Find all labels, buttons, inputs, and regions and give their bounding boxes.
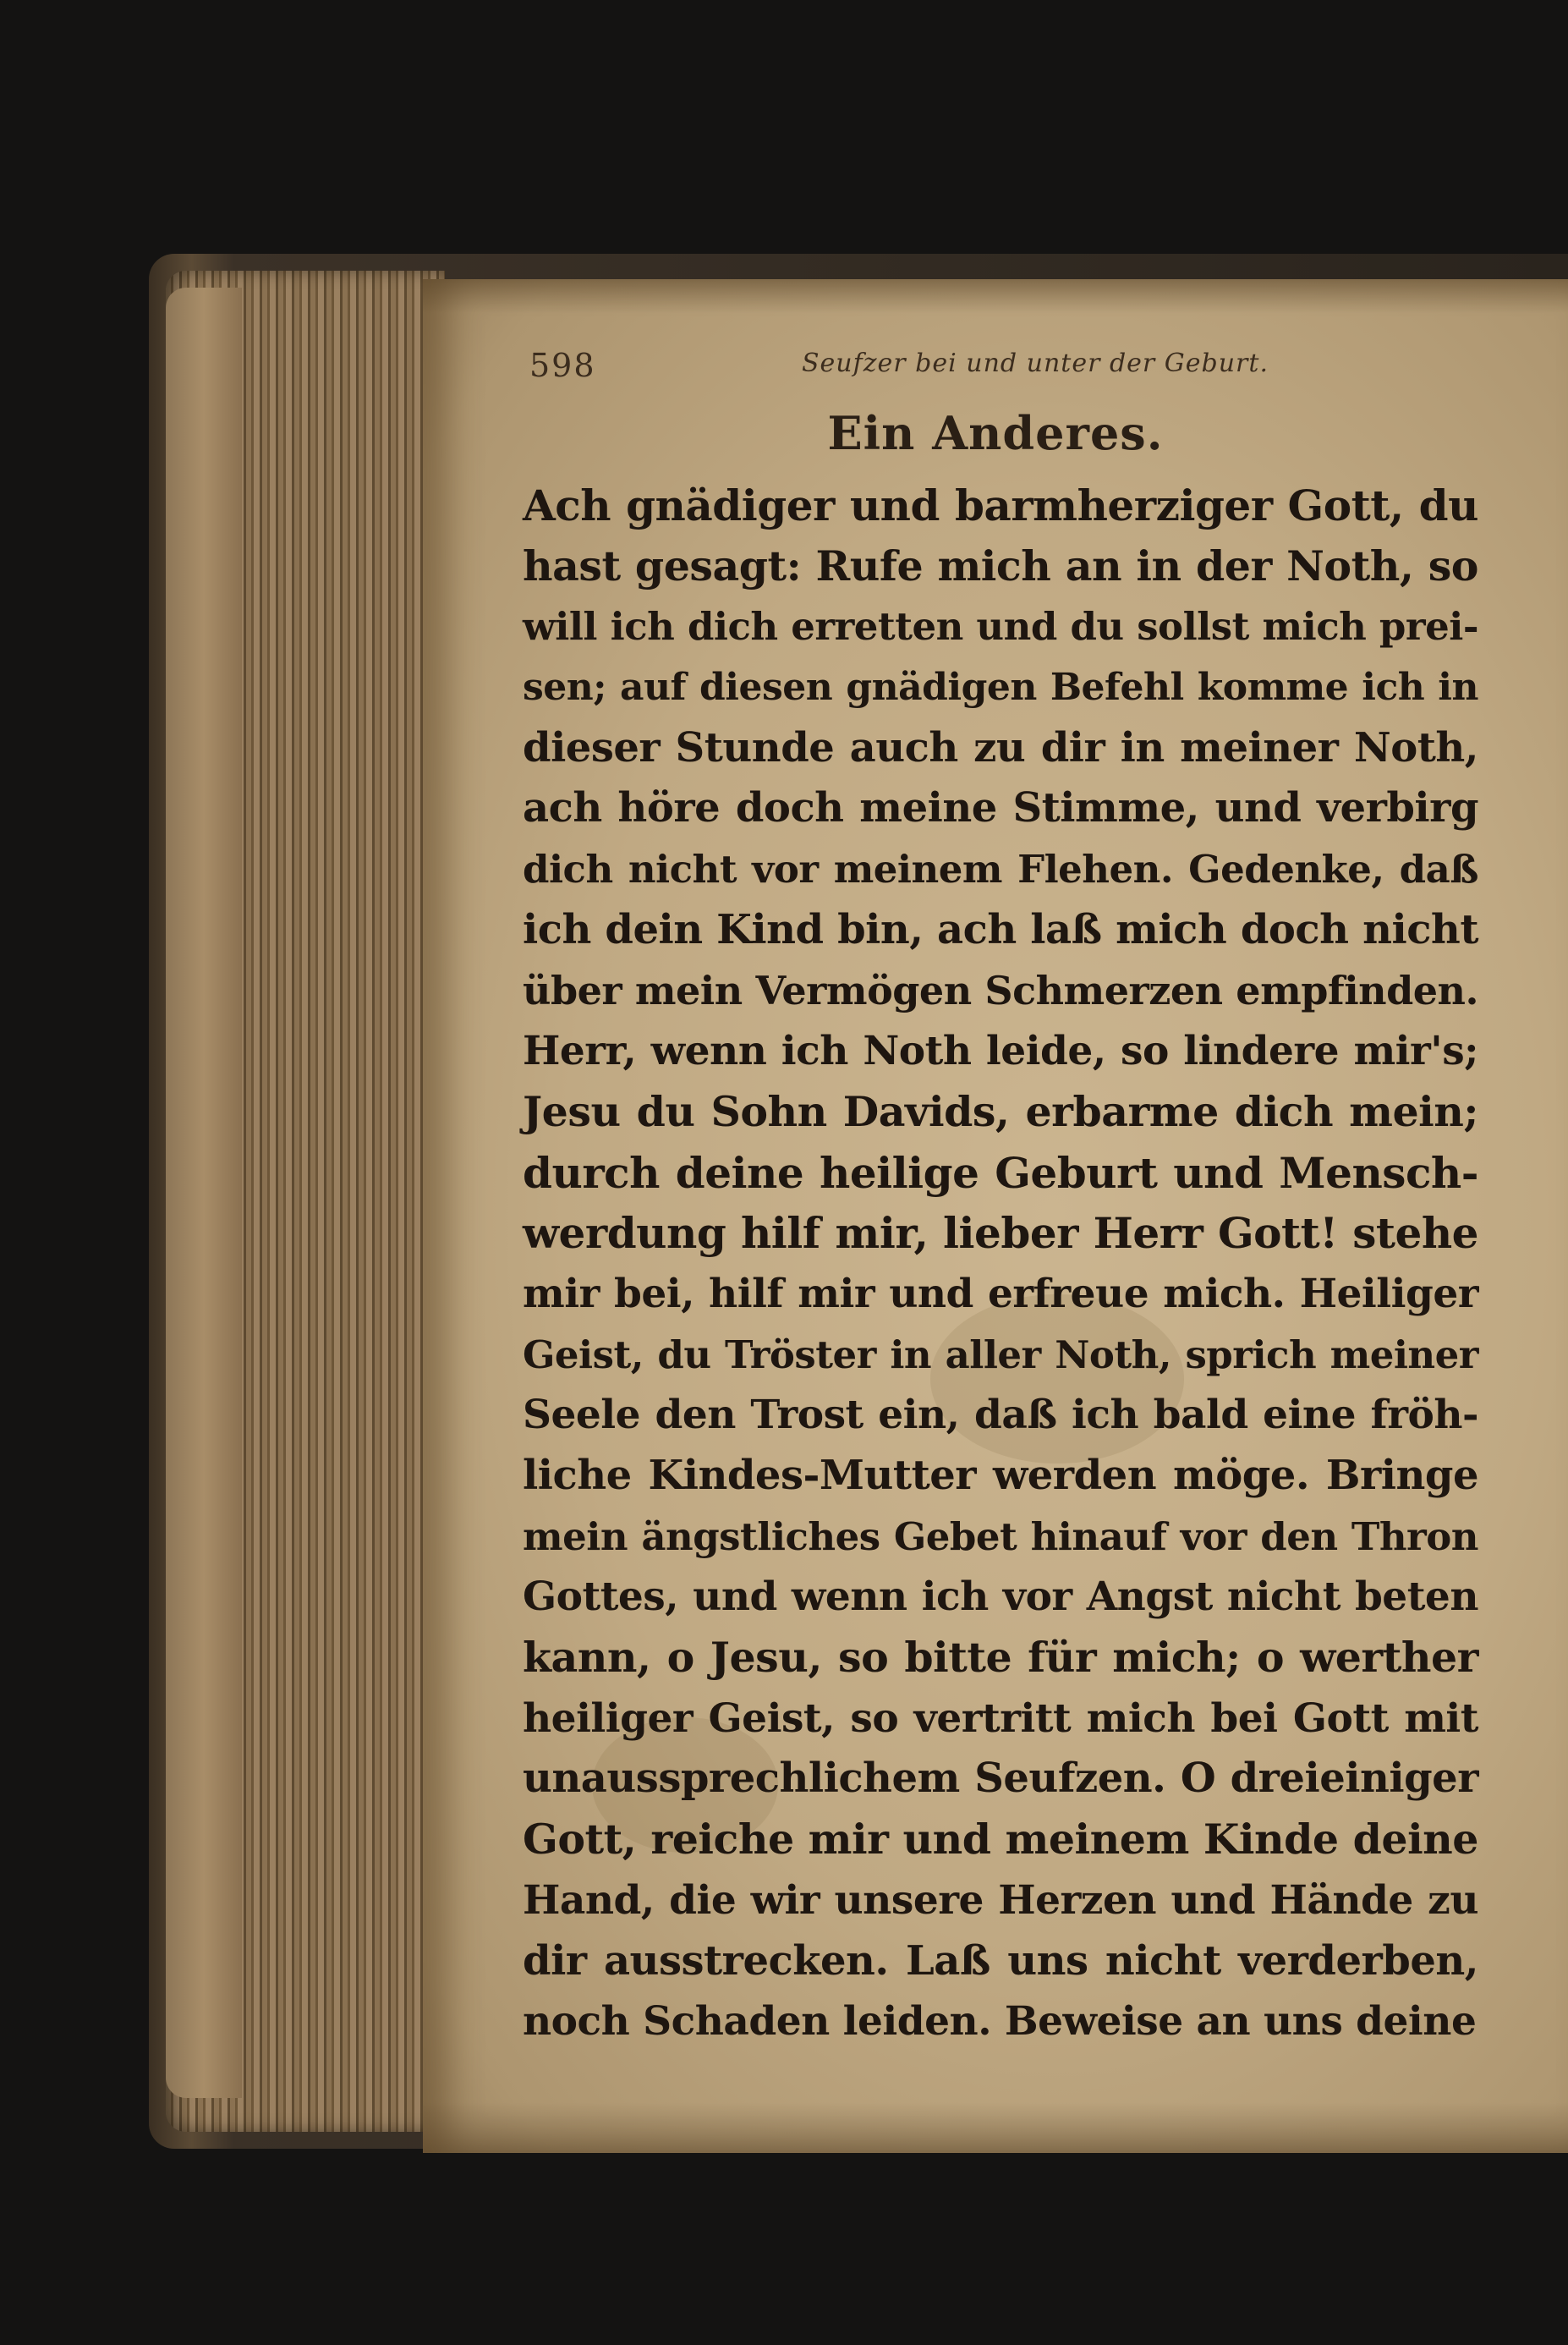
- text-line: dich nicht vor meinem Flehen. Gedenke, daß: [523, 847, 1478, 892]
- text-line: mir bei, hilf mir und erfreue mich. Heiliger: [523, 1270, 1478, 1317]
- text-line: Ach gnädiger und barmherziger Gott, du: [523, 481, 1478, 530]
- text-line: will ich dich erretten und du sollst mich prei-: [523, 604, 1478, 650]
- text-line: werdung hilf mir, lieber Herr Gott! stehe: [523, 1208, 1478, 1259]
- text-line: ach höre doch meine Stimme, und verbirg: [523, 784, 1478, 832]
- section-heading: Ein Anderes.: [827, 406, 1164, 460]
- text-line: durch deine heilige Geburt und Mensch-: [523, 1147, 1478, 1198]
- text-line: heiliger Geist, so vertritt mich bei Gott mit: [523, 1694, 1478, 1742]
- text-line: mein ängstliches Gebet hinauf vor den Thron: [523, 1513, 1478, 1559]
- text-line: hast gesagt: Rufe mich an in der Noth, so: [523, 541, 1478, 590]
- text-line: dir ausstrecken. Laß uns nicht verderben,: [523, 1936, 1478, 1985]
- text-line: noch Schaden leiden. Beweise an uns deine: [523, 1998, 1477, 2046]
- text-line: Jesu du Sohn Davids, erbarme dich mein;: [523, 1086, 1478, 1136]
- book-page: [423, 279, 1568, 2153]
- text-line: Hand, die wir unsere Herzen und Hände zu: [523, 1876, 1478, 1924]
- text-line: dieser Stunde auch zu dir in meiner Noth,: [523, 723, 1478, 772]
- text-line: sen; auf diesen gnädigen Befehl komme ich in: [523, 666, 1478, 710]
- running-header: [529, 347, 1460, 384]
- text-line: unaussprechlichem Seufzen. O dreieiniger: [523, 1755, 1478, 1803]
- text-line: über mein Vermögen Schmerzen empfinden.: [523, 967, 1478, 1013]
- page-number: 598: [529, 347, 596, 384]
- text-line: kann, o Jesu, so bitte für mich; o werther: [523, 1633, 1478, 1683]
- text-line: Geist, du Tröster in aller Noth, sprich meiner: [523, 1332, 1478, 1377]
- running-title: Seufzer bei und unter der Geburt.: [802, 349, 1269, 378]
- text-line: Gott, reiche mir und meinem Kinde deine: [523, 1815, 1478, 1864]
- text-line: ich dein Kind bin, ach laß mich doch nicht: [523, 905, 1478, 953]
- text-line: Seele den Trost ein, daß ich bald eine fröh-: [523, 1392, 1478, 1439]
- body-text: [523, 475, 1478, 2052]
- page-edges-outer: [166, 288, 242, 2098]
- text-line: Herr, wenn ich Noth leide, so lindere mir's;: [523, 1028, 1478, 1075]
- text-line: liche Kindes-Mutter werden möge. Bringe: [523, 1452, 1478, 1499]
- text-line: Gottes, und wenn ich vor Angst nicht beten: [523, 1573, 1478, 1621]
